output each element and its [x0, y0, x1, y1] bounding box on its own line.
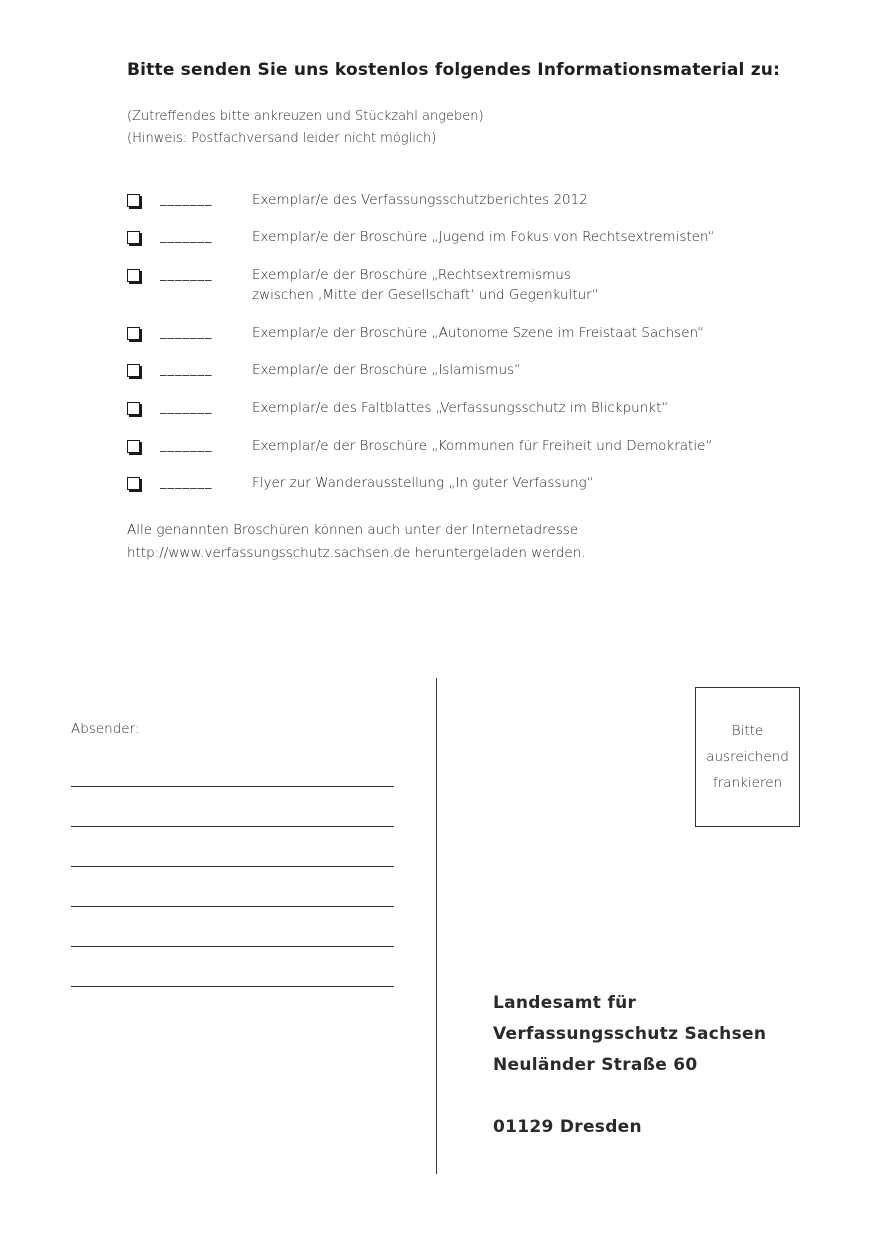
quantity-field[interactable]: _______ — [160, 362, 213, 377]
item-label-line: Exemplar/e der Broschüre „Kommunen für Freiheit und Demokratie“ — [252, 438, 713, 454]
item-label-line: Exemplar/e des Faltblattes „Verfassungsschutz im Blickpunkt“ — [252, 400, 669, 416]
item-label-line: Exemplar/e der Broschüre „Autonome Szene im Freistaat Sachsen“ — [252, 325, 705, 341]
item-label-line: Flyer zur Wanderausstellung „In guter Verfassung“ — [252, 475, 594, 491]
quantity-field[interactable]: _______ — [160, 325, 213, 340]
instruction-note: (Zutreffendes bitte ankreuzen und Stückzahl angeben) — [127, 109, 484, 124]
item-label — [252, 323, 704, 343]
checkbox[interactable] — [127, 440, 140, 453]
recipient-street: Neuländer Straße 60 — [493, 1055, 698, 1075]
stamp-text: frankieren — [712, 775, 783, 791]
sender-line[interactable] — [71, 786, 394, 787]
hint-note: (Hinweis: Postfachversand leider nicht möglich) — [127, 131, 437, 146]
quantity-field[interactable]: _______ — [160, 267, 213, 282]
download-note — [127, 519, 586, 565]
item-label — [252, 473, 594, 493]
quantity-field[interactable]: _______ — [160, 400, 213, 415]
sender-line[interactable] — [71, 906, 394, 907]
item-label — [252, 265, 599, 305]
item-label-line: Exemplar/e der Broschüre „Jugend im Fokus von Rechtsextremisten“ — [252, 229, 715, 245]
stamp-box — [695, 687, 800, 827]
recipient-line-2: Verfassungsschutz Sachsen — [493, 1024, 767, 1044]
quantity-field[interactable]: _______ — [160, 438, 213, 453]
order-item — [127, 477, 827, 517]
postcard-divider — [436, 678, 437, 1174]
download-note-url: http://www.verfassungsschutz.sachsen.de heruntergeladen werden. — [127, 545, 586, 561]
item-label-line: Exemplar/e des Verfassungsschutzberichtes 2012 — [252, 192, 588, 208]
checkbox[interactable] — [127, 269, 140, 282]
sender-line[interactable] — [71, 986, 394, 987]
item-label — [252, 436, 712, 456]
checkbox[interactable] — [127, 194, 140, 207]
checkbox[interactable] — [127, 477, 140, 490]
checkbox[interactable] — [127, 231, 140, 244]
item-label — [252, 398, 668, 418]
sender-line[interactable] — [71, 826, 394, 827]
item-label-line: zwischen ‚Mitte der Gesellschaft‘ und Gegenkultur“ — [252, 287, 599, 303]
quantity-field[interactable]: _______ — [160, 192, 213, 207]
sender-line[interactable] — [71, 946, 394, 947]
stamp-text: Bitte — [731, 723, 764, 739]
checkbox[interactable] — [127, 327, 140, 340]
quantity-field[interactable]: _______ — [160, 229, 213, 244]
item-label — [252, 227, 715, 247]
stamp-text: ausreichend — [706, 749, 789, 765]
item-label — [252, 360, 521, 380]
order-item — [127, 269, 827, 309]
item-label-line: Exemplar/e der Broschüre „Rechtsextremismus — [252, 267, 571, 283]
checkbox[interactable] — [127, 402, 140, 415]
item-label — [252, 190, 588, 210]
sender-line[interactable] — [71, 866, 394, 867]
quantity-field[interactable]: _______ — [160, 475, 213, 490]
checkbox[interactable] — [127, 364, 140, 377]
item-label-line: Exemplar/e der Broschüre „Islamismus“ — [252, 362, 522, 378]
recipient-city: 01129 Dresden — [493, 1117, 642, 1137]
recipient-line-1: Landesamt für — [493, 993, 637, 1013]
sender-label: Absender: — [71, 721, 140, 737]
download-note-line: Alle genannten Broschüren können auch unter der Internetadresse — [127, 522, 579, 538]
page-title: Bitte senden Sie uns kostenlos folgendes Informationsmaterial zu: — [127, 60, 781, 80]
